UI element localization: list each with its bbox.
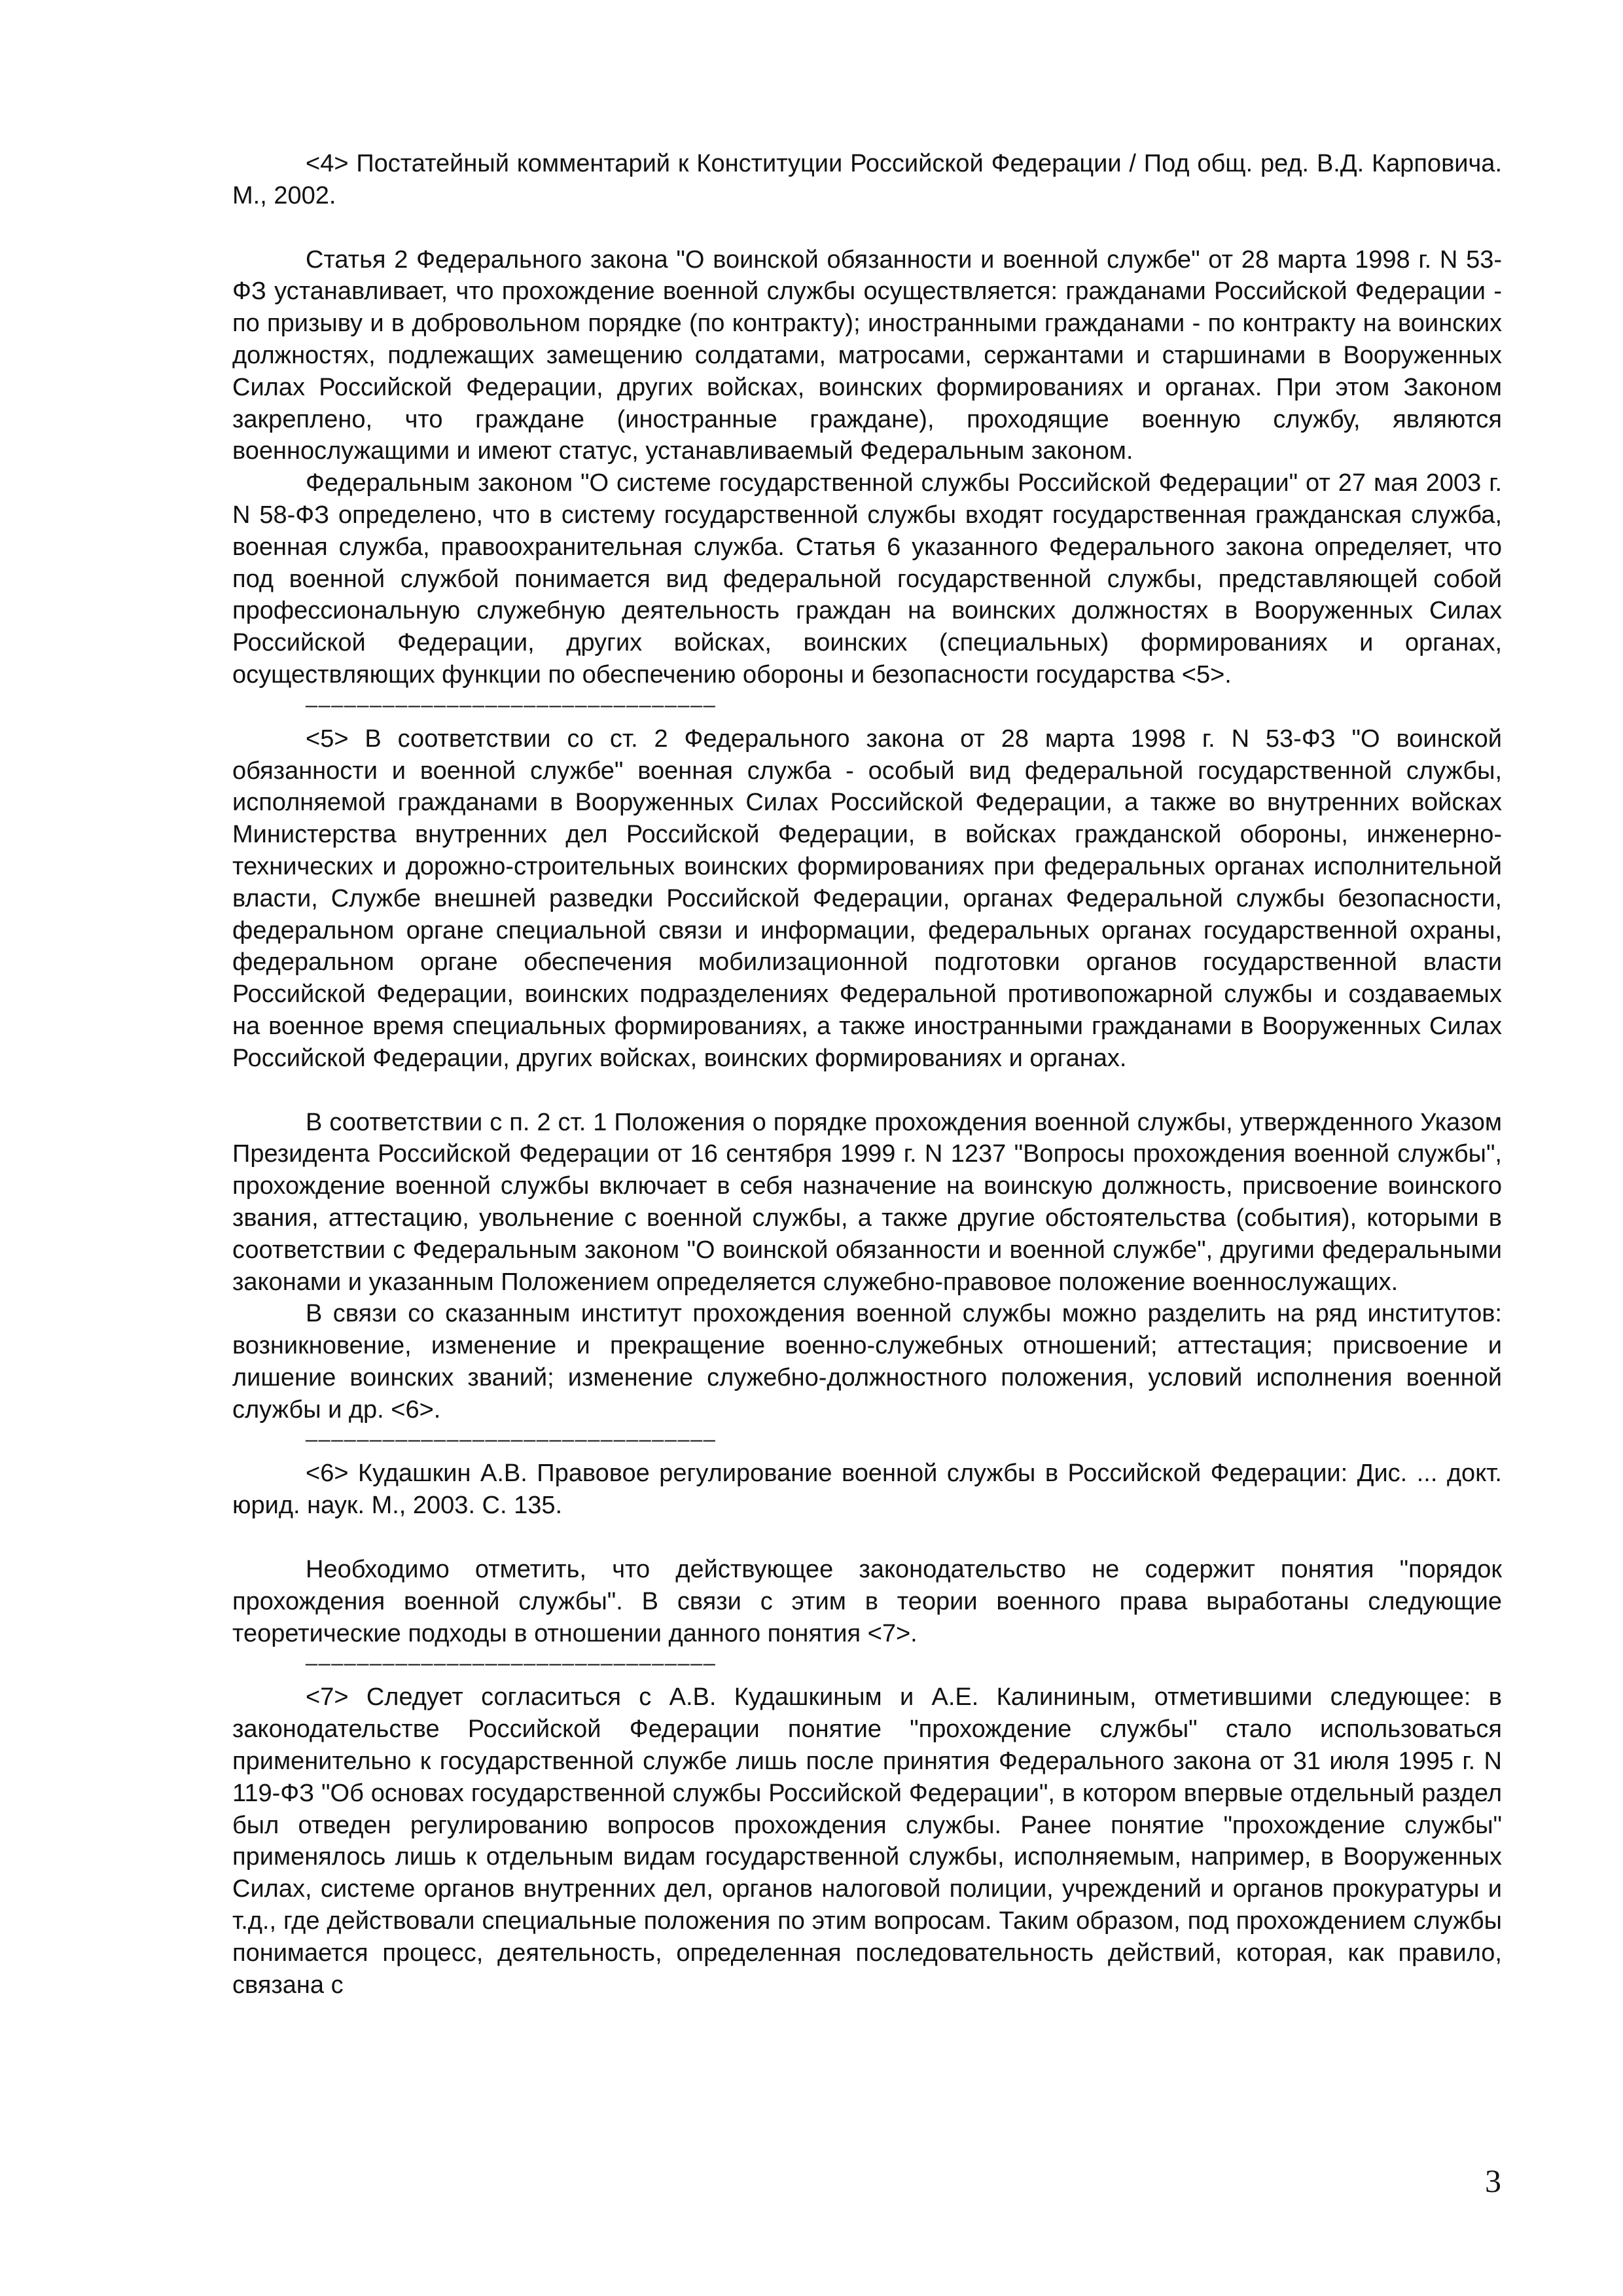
paragraph-service-institutes: В связи со сказанным институт прохождения военной службы можно разделить на ряд институтов: возникновение, изменение и прекращение военно-служебных отношений; аттестация; присвоение и лишение воинских званий; изменение служебно-должностного положения, условий исполнения военной службы и др. <6>. (232, 1300, 1502, 1424)
footnote-separator: ———————————————————————————————— (306, 1654, 717, 1677)
page-body (232, 148, 1502, 2001)
footnote-6: <6> Кудашкин А.В. Правовое регулирование военной службы в Российской Федерации: Дис. ... докт. юрид. наук. М., 2003. С. 135. (232, 1460, 1502, 1520)
blank-line (232, 1075, 1502, 1107)
paragraph-service-regulation: В соответствии с п. 2 ст. 1 Положения о порядке прохождения военной службы, утвержденного Указом Президента Российской Федерации от 16 сентября 1999 г. N 1237 "Вопросы прохождения военной службы", прохождение военной службы включает в себя назначение на воинскую должность, присвоение воинского звания, аттестацию, увольнение с военной службы, а также другие обстоятельства (события), которыми в соответствии с Федеральным законом "О воинской обязанности и военной службе", другими федеральными законами и указанным Положением определяется служебно-правовое положение военнослужащих. (232, 1108, 1502, 1296)
page-number: 3 (1485, 2162, 1501, 2199)
footnote-separator: ———————————————————————————————— (306, 1430, 717, 1453)
footnote-separator: ———————————————————————————————— (306, 695, 717, 718)
blank-line (232, 1522, 1502, 1554)
footnote-7: <7> Следует согласиться с А.В. Кудашкиным и А.Е. Калининым, отметившими следующее: в законодательстве Российской Федерации понятие "прохождение службы" стало использоваться применительно к государственной службе лишь после принятия Федерального закона от 31 июля 1995 г. N 119-ФЗ "Об основах государственной службы Российской Федерации", в котором впервые отдельный раздел был отведен регулированию вопросов прохождения службы. Ранее понятие "прохождение службы" применялось лишь к отдельным видам государственной службы, исполняемым, например, в Вооруженных Силах, системе органов внутренних дел, органов налоговой полиции, учреждений и органов прокуратуры и т.д., где действовали специальные положения по этим вопросам. Таким образом, под прохождением службы понимается процесс, деятельность, определенная последовательность действий, которая, как правило, связана с (232, 1683, 1502, 1999)
paragraph-legislation-gap: Необходимо отметить, что действующее законодательство не содержит понятия "порядок прохождения военной службы". В связи с этим в теории военного права выработаны следующие теоретические подходы в отношении данного понятия <7>. (232, 1556, 1502, 1647)
footnote-4: <4> Постатейный комментарий к Конституции Российской Федерации / Под общ. ред. В.Д. Карповича. М., 2002. (232, 150, 1502, 209)
paragraph-state-service-system: Федеральным законом "О системе государственной службы Российской Федерации" от 27 мая 2003 г. N 58-ФЗ определено, что в систему государственной службы входят государственная гражданская служба, военная служба, правоохранительная служба. Статья 6 указанного Федерального закона определяет, что под военной службой понимается вид федеральной государственной службы, представляющей собой профессиональную служебную деятельность граждан на воинских должностях в Вооруженных Силах Российской Федерации, других войсках, воинских (специальных) формированиях и органах, осуществляющих функции по обеспечению обороны и безопасности государства <5>. (232, 469, 1502, 689)
footnote-5: <5> В соответствии со ст. 2 Федерального закона от 28 марта 1998 г. N 53-ФЗ "О воинской обязанности и военной службе" военная служба - особый вид федеральной государственной службы, исполняемой гражданами в Вооруженных Силах Российской Федерации, а также во внутренних войсках Министерства внутренних дел Российской Федерации, в войсках гражданской обороны, инженерно-технических и дорожно-строительных воинских формированиях при федеральных органах исполнительной власти, Службе внешней разведки Российской Федерации, органах Федеральной службы безопасности, федеральном органе специальной связи и информации, федеральных органах государственной охраны, федеральном органе обеспечения мобилизационной подготовки органов государственной власти Российской Федерации, воинских подразделениях Федеральной противопожарной службы и создаваемых на военное время специальных формированиях, а также иностранными гражданами в Вооруженных Силах Российской Федерации, других войсках, воинских формированиях и органах. (232, 725, 1502, 1072)
blank-line (232, 212, 1502, 244)
paragraph-article-2: Статья 2 Федерального закона "О воинской обязанности и военной службе" от 28 марта 1998 г. N 53-ФЗ устанавливает, что прохождение военной службы осуществляется: гражданами Российской Федерации - по призыву и в добровольном порядке (по контракту); иностранными гражданами - по контракту на воинских должностях, подлежащих замещению солдатами, матросами, сержантами и старшинами в Вооруженных Силах Российской Федерации, других войсках, воинских формированиях и органах. При этом Законом закреплено, что граждане (иностранные граждане), проходящие военную службу, являются военнослужащими и имеют статус, устанавливаемый Федеральным законом. (232, 245, 1502, 465)
